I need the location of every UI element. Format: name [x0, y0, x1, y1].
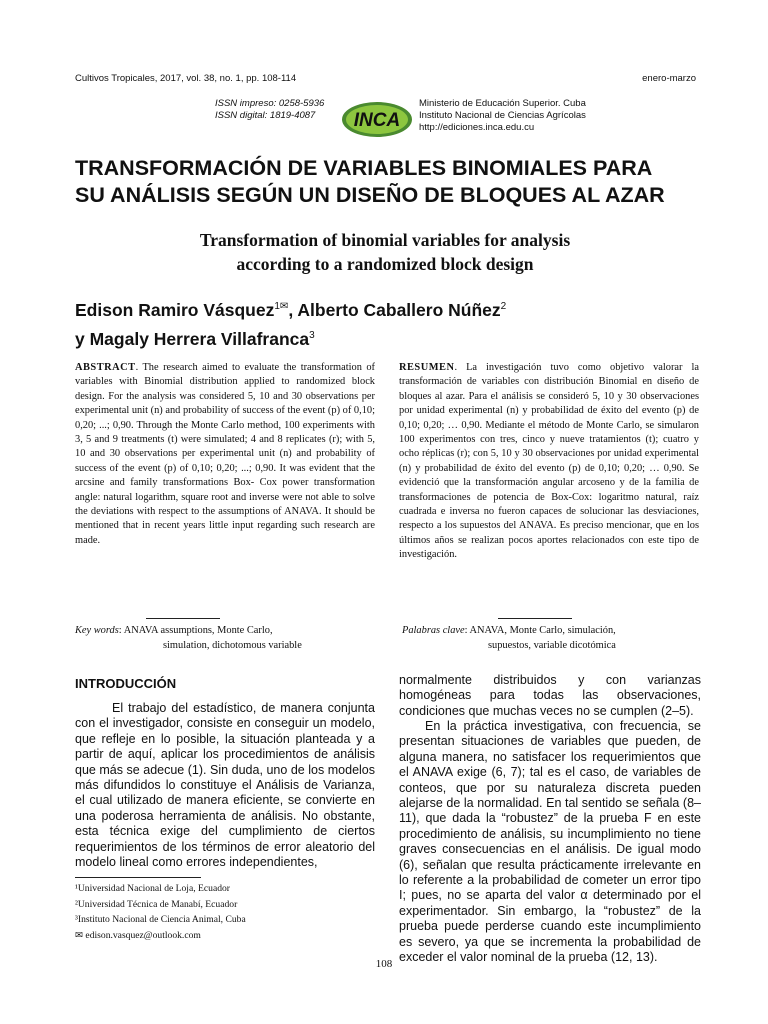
- author-1: Edison Ramiro Vásquez: [75, 299, 275, 320]
- keywords-en: Key words: ANAVA assumptions, Monte Carlo, simulation, dichotomous variable: [75, 625, 302, 651]
- palabras-rule: [498, 618, 572, 619]
- keywords-rule: [146, 618, 220, 619]
- keywords-label: Key words: [75, 625, 119, 636]
- institute-line: Instituto Nacional de Ciencias Agrícolas: [419, 110, 586, 121]
- footnote-rule: [75, 877, 201, 878]
- footnote-1: ¹Universidad Nacional de Loja, Ecuador: [75, 883, 230, 894]
- article-title-es: TRANSFORMACIÓN DE VARIABLES BINOMIALES PARA SU ANÁLISIS SEGÚN UN DISEÑO DE BLOQUES AL AZAR: [75, 156, 665, 207]
- journal-url: http://ediciones.inca.edu.cu: [419, 122, 535, 133]
- footnote-3: ³Instituto Nacional de Ciencia Animal, Cuba: [75, 914, 246, 926]
- inca-logo-text: INCA: [353, 110, 401, 131]
- abstract-label: ABSTRACT: [75, 362, 136, 373]
- section-heading-introduccion: INTRODUCCIÓN: [75, 676, 177, 691]
- resumen-label: RESUMEN: [399, 362, 455, 373]
- author-list: Edison Ramiro Vásquez$^{1✉}$, Alberto Caballero Núñez$^2$ y Magaly Herrera Villafranca$^3$: [75, 299, 507, 349]
- institution-block: [419, 98, 586, 134]
- running-head: [75, 73, 696, 84]
- author-2: Alberto Caballero Núñez: [297, 299, 501, 320]
- issn-block: [215, 98, 324, 122]
- palabras-label: Palabras clave: [402, 625, 465, 636]
- author-3: Magaly Herrera Villafranca: [89, 328, 310, 349]
- issn-print: ISSN impreso: 0258-5936: [215, 98, 325, 109]
- abstract-en: [75, 361, 375, 548]
- intro-paragraph-2: En la práctica investigativa, con frecuencia, se presentan situaciones de variables que pueden, de alguna manera, no satisfacer los requerimientos que el ANAVA exige (6, 7); tal es el caso, de variables de conteos, que por su naturaleza discreta pueden alejarse de la normalidad. En tal sentido se señala (8–11), que dada la “robustez” de la prueba F en este procedimiento de análisis, su incumplimiento no tiene graves consecuencias en el análisis. De igual modo (6), señalan que resulta prácticamente irrelevante en lo referente a la probabilidad de cometer un error tipo I; pues, no se aparta del valor α determinado por el experimentador. Sin embargo, la “robustez” de la prueba puede perderse cuando este incumplimiento es severo, ya que se incrementa la probabilidad de exceder el valor nominal de la prueba (12, 13).: [399, 719, 701, 965]
- footnote-2: ²Universidad Técnica de Manabí, Ecuador: [75, 898, 238, 910]
- ministry-line: Ministerio de Educación Superior. Cuba: [419, 98, 586, 109]
- resumen-text: . La investigación tuvo como objetivo valorar la transformación de variables con distribución Binomial en diseño de bloques al azar. Para el análisis se consideró 5, 10 y 30 observaciones por unidad experimental (n) y probabilidad de éxito del evento (p) de 0,10; 0,20; … 0,90. Mediante el método de Monte Carlo, se simularon 100 experimentos con tres, cinco y nueve tratamientos (t); cuatro y ocho réplicas (r); con 5, 10 y 30 observaciones por unidad experimental (n) y probabilidad de éxito del evento (p) de 0,10; 0,20; … 0,90. Se evidenció que la transformación angular arcoseno y de la familia de transformaciones de potencia de Box-Cox: logaritmo natural, raíz cuadrada e inversa no fueron capaces de solucionar las desviaciones, respecto a los supuestos del ANAVA. Es preciso mencionar, que en los últimos años se realizan pocos aportes relacionados con este tipo de investigación.: [399, 362, 699, 561]
- issue-period: enero-marzo: [642, 73, 696, 84]
- footnote-email: ✉ edison.vasquez@outlook.com: [75, 929, 201, 941]
- author-3-affil: 3: [309, 329, 315, 341]
- author-2-affil: 2: [500, 301, 507, 312]
- article-title-en: Transformation of binomial variables for analysis according to a randomized block design: [199, 230, 571, 274]
- page-number: 108: [375, 958, 393, 970]
- author-1-affil: 1✉: [274, 301, 289, 312]
- keywords-es: Palabras clave: ANAVA, Monte Carlo, simulación, supuestos, variable dicotómica: [402, 625, 616, 651]
- abstract-text: . The research aimed to evaluate the transformation of variables with Binomial distribution applied to randomized block design. For the analysis was considered 5, 10 and 30 observations per experimental unit (n) and probability of success of the event (p) of 0,10; 0,20; ...; 0,90. Through the Monte Carlo method, 100 experiments with 3, 5 and 9 treatments (t) were simulated; 4 and 8 replicates (r); with 5, 10 and 30 observations per experimental unit (n) and probability of success of the event (p) of 0,10; 0,20; ...; 0,90. It was evident that the arcsine and family transformations Box- Cox power transformation angle: natural logarithm, square root and inverse were not able to solve the deviations with respect to the assumptions of ANAVA. It should be mentioned that in recent years little input regarding such research are made.: [75, 362, 375, 546]
- footnotes: [75, 881, 246, 943]
- issn-digital: ISSN digital: 1819-4087: [215, 110, 316, 121]
- journal-citation: Cultivos Tropicales, 2017, vol. 38, no. 1, pp. 108-114: [75, 73, 297, 84]
- abstract-es: [399, 361, 699, 563]
- intro-paragraph-1-continued: normalmente distribuidos y con varianzas homogéneas para todas las observaciones, condiciones que muchas veces no se cumplen (2–5).: [399, 673, 701, 718]
- intro-paragraph-1: El trabajo del estadístico, de manera conjunta con el investigador, consiste en conseguir un modelo, que refleje en lo posible, la situación planteada y a partir de aquí, aplicar los procedimientos de análisis que más se adecue (1). Sin duda, uno de los modelos más difundidos lo constituye el Análisis de Varianza, el cual utilizado de manera eficiente, se convierte en una poderosa herramienta de análisis. No obstante, esta técnica exige del cumplimiento de ciertos requerimientos de los términos de error aleatorio del modelo lineal como errores independientes,: [75, 701, 375, 870]
- inca-logo: [341, 101, 413, 138]
